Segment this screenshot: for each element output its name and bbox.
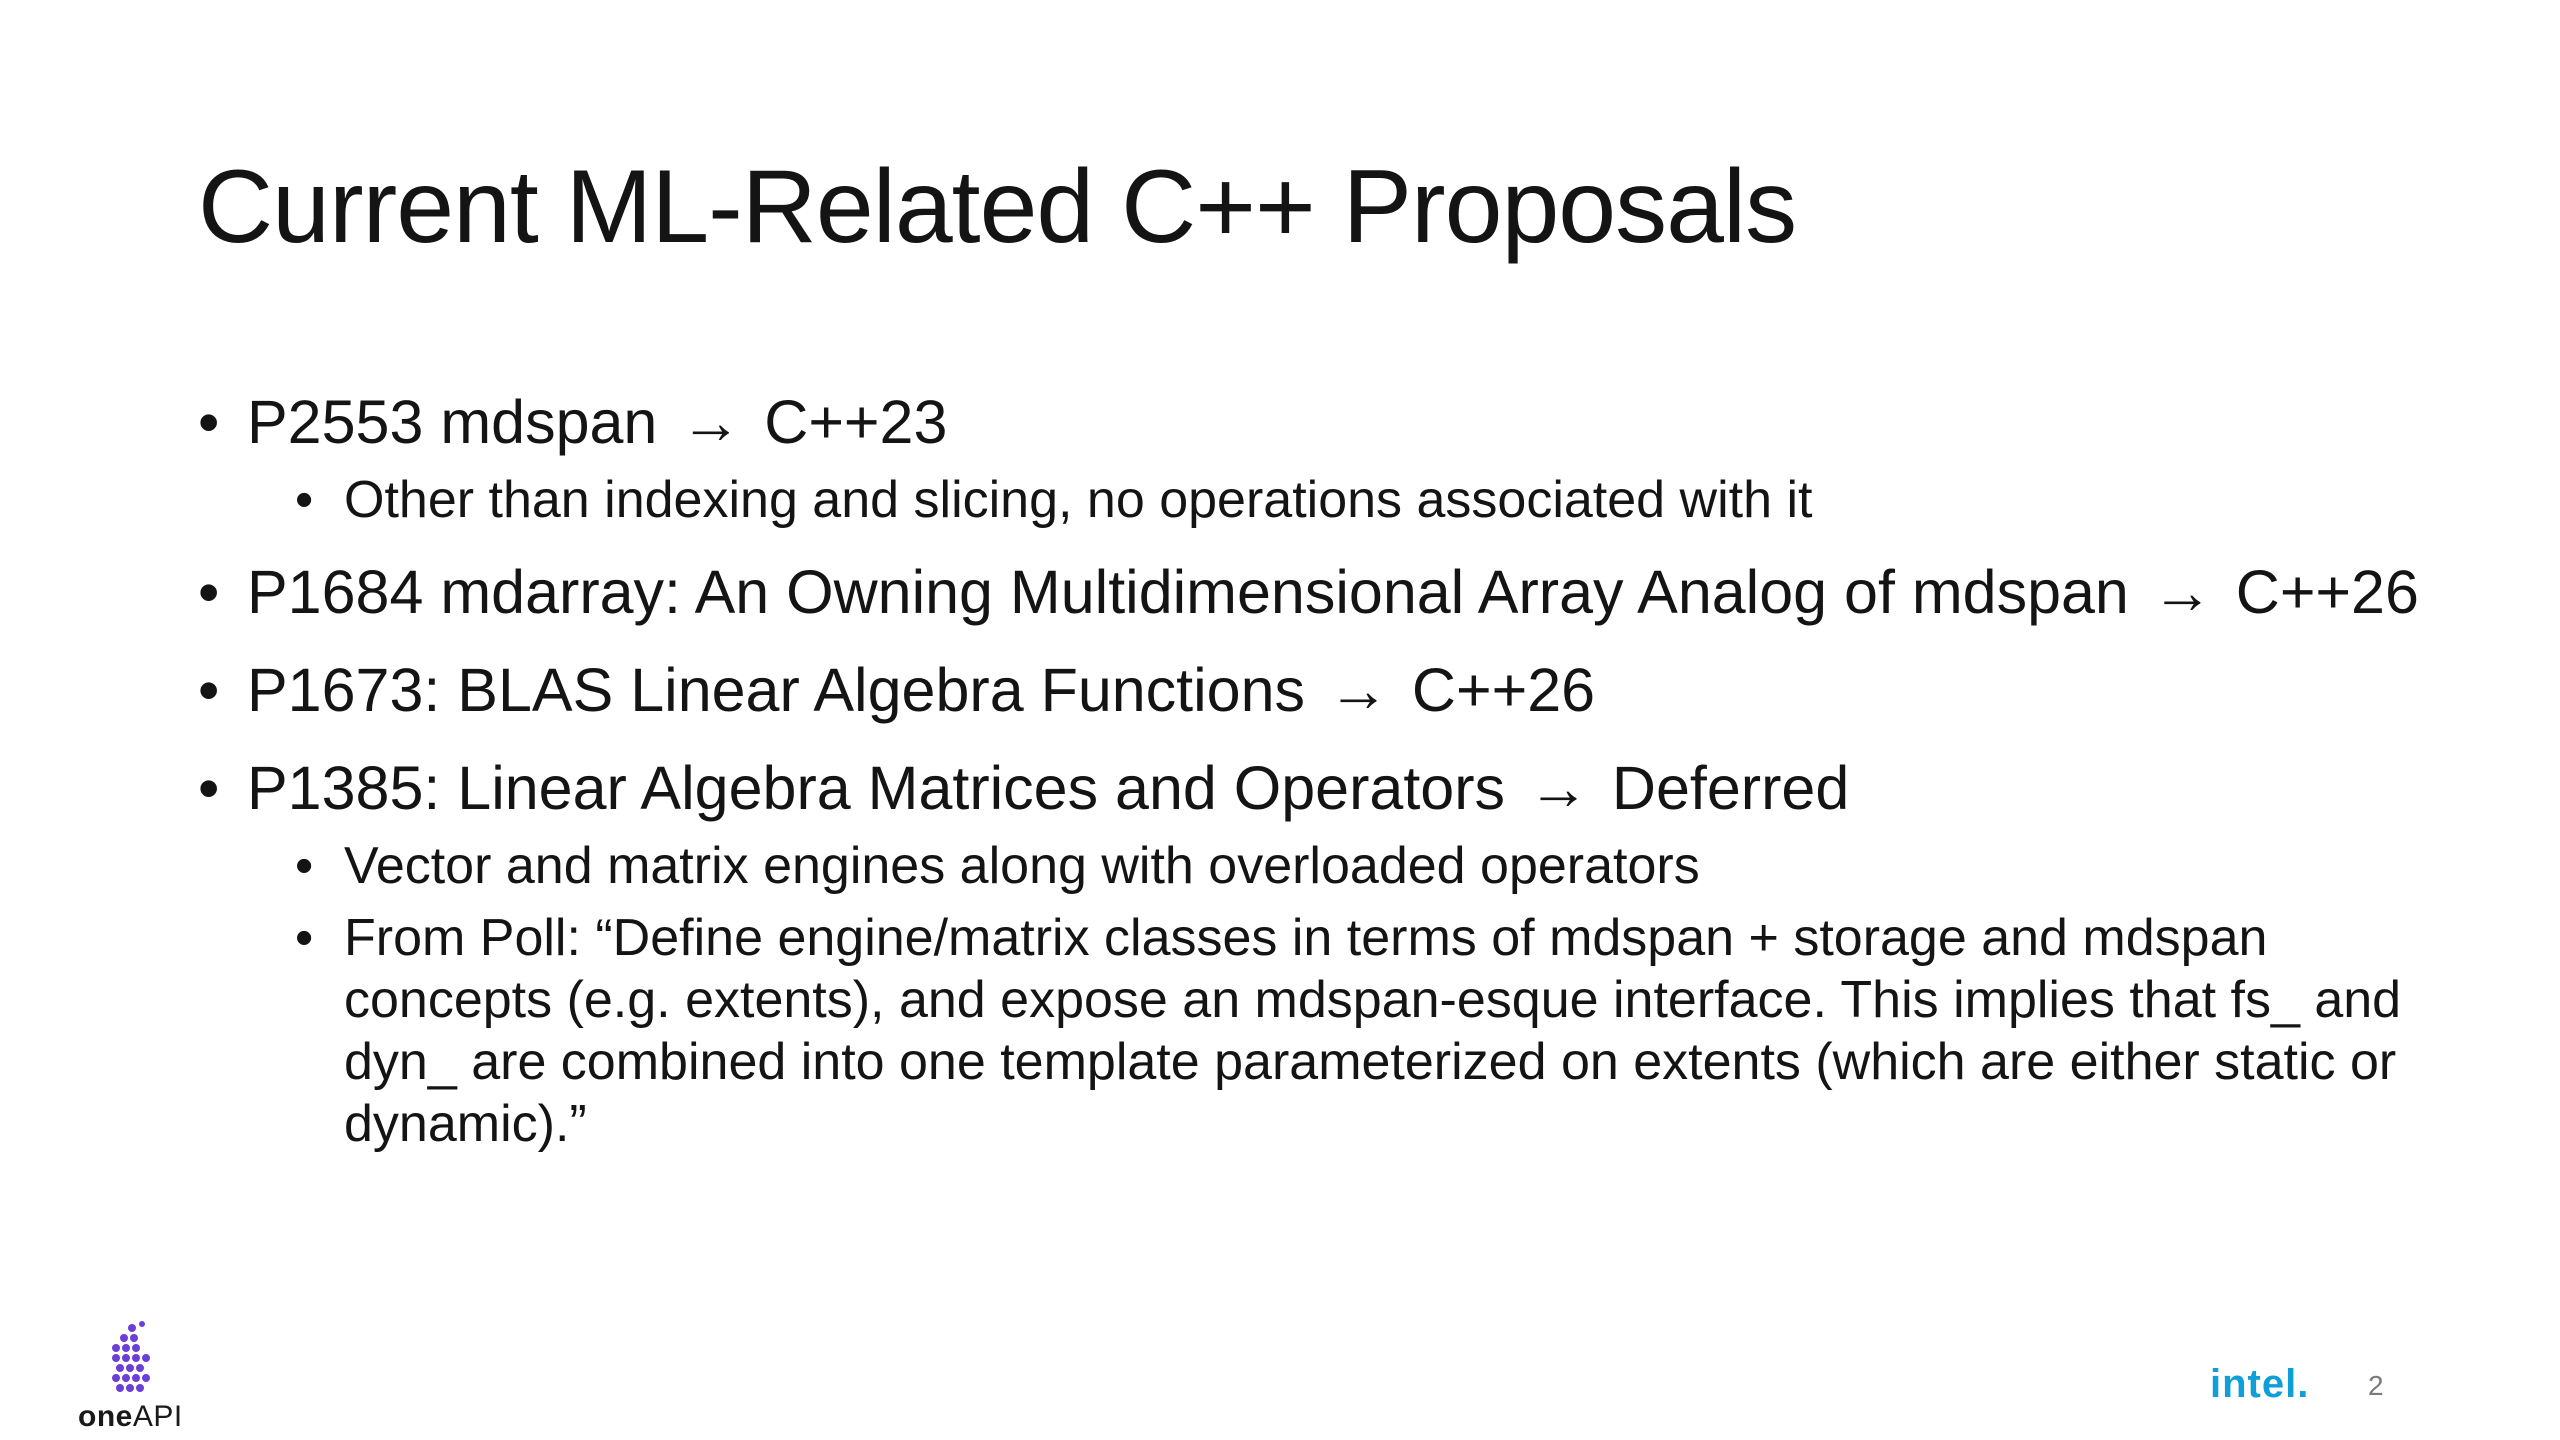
list-item	[198, 555, 2428, 629]
slide-title: Current ML-Related C++ Proposals	[198, 149, 1797, 265]
list-item-text: Deferred	[1594, 754, 1850, 822]
right-arrow-icon: →	[680, 388, 742, 456]
list-item-text: P1673: BLAS Linear Algebra Functions	[247, 656, 1322, 724]
right-arrow-icon: →	[1327, 656, 1389, 724]
bullet-icon: •	[295, 837, 314, 895]
right-arrow-icon: →	[1527, 754, 1589, 822]
list-item-text: Other than indexing and slicing, no operations associated with it	[344, 471, 1813, 529]
page-number: 2	[2368, 1370, 2384, 1401]
oneapi-logo-text: oneAPI	[78, 1400, 183, 1433]
bullet-icon: •	[198, 656, 220, 724]
bullet-icon: •	[198, 754, 220, 822]
right-arrow-icon: →	[2151, 558, 2213, 626]
intel-logo: intel.	[2210, 1362, 2310, 1406]
list-item-text: P1684 mdarray: An Owning Multidimensional Array Analog of mdspan	[247, 558, 2146, 626]
list-item	[198, 751, 2428, 825]
list-item-text: P2553 mdspan	[247, 388, 675, 456]
list-item-text: Vector and matrix engines along with overloaded operators	[344, 837, 1700, 895]
bullet-icon: •	[198, 558, 220, 626]
list-item	[295, 907, 2428, 1155]
list-item-text: C++23	[747, 388, 948, 456]
list-item	[198, 385, 2428, 459]
bullet-icon: •	[295, 471, 314, 529]
list-item-text: From Poll: “Define engine/matrix classes in terms of mdspan + storage and mdspan concepts (e.g. extents), and expose an mdspan-esque interface. This implies that fs_ and dyn_ are combined into one template parameterized on extents (which are either static or dynamic).”	[344, 909, 2402, 1153]
bullet-icon: •	[198, 388, 220, 456]
bullet-icon: •	[295, 909, 314, 967]
list-item	[295, 469, 2428, 531]
list-item-text: C++26	[2218, 558, 2419, 626]
list-item-text: P1385: Linear Algebra Matrices and Operators	[247, 754, 1522, 822]
list-item	[295, 835, 2428, 897]
bullet-list	[198, 385, 2428, 1155]
list-item	[198, 653, 2428, 727]
list-item-text: C++26	[1394, 656, 1596, 724]
